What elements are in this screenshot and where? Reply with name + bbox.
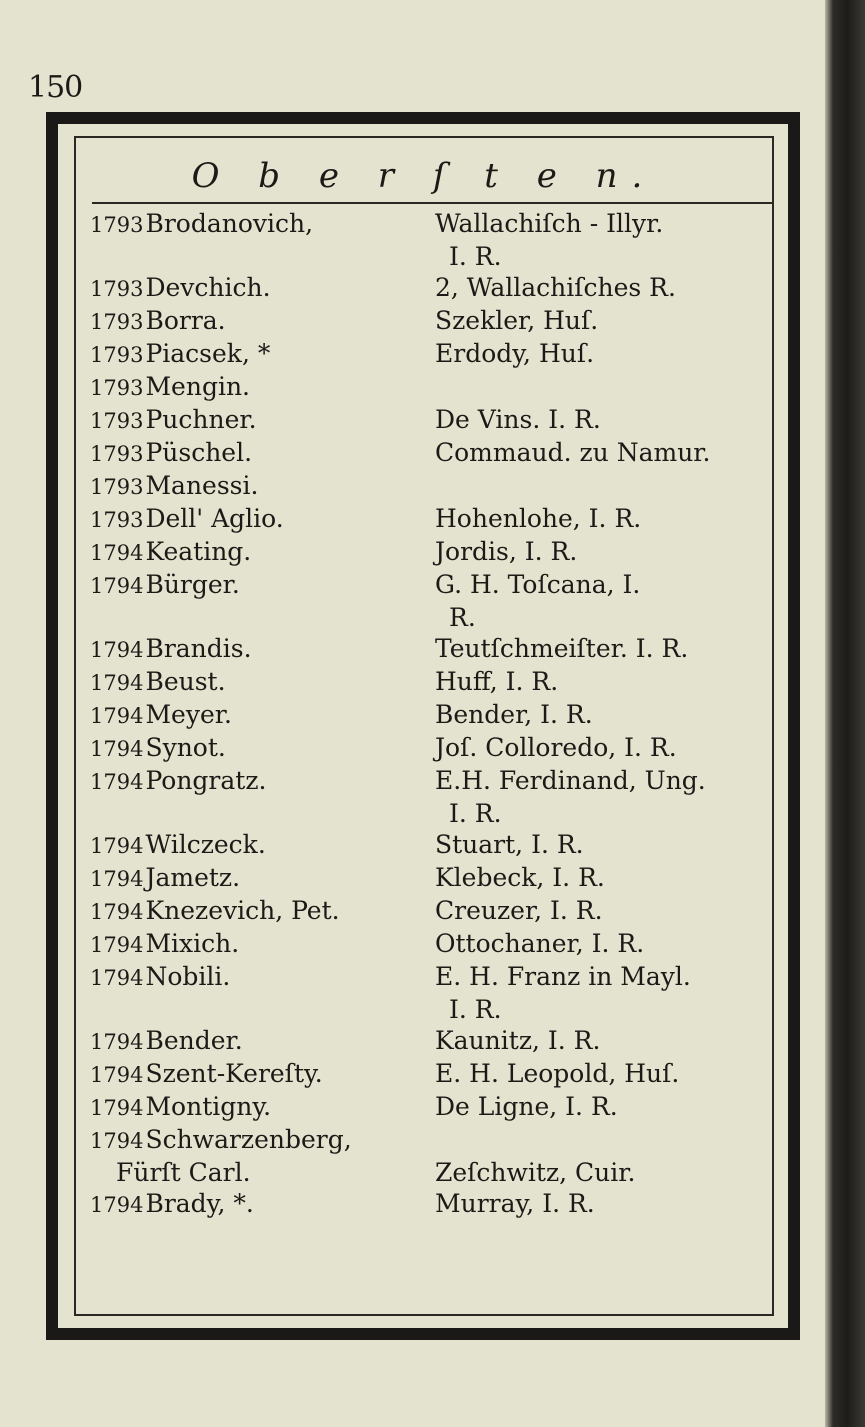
entry-year: 1794 [90, 867, 144, 891]
entry-year: 1794 [90, 671, 144, 695]
entry-regiment: Teutſchmeiſter. I. R. [435, 634, 689, 663]
page-number: 150 [28, 70, 83, 105]
entry-name: Wilczeck. [145, 830, 266, 859]
entry-regiment: Commaud. zu Namur. [435, 438, 711, 467]
entry-regiment: Jordis, I. R. [435, 537, 578, 566]
entry-year: 1794 [90, 704, 144, 728]
entry-regiment: Huff, I. R. [435, 667, 559, 696]
entry-regiment: G. H. Toſcana, I. [435, 570, 641, 599]
entry-regiment-continued: I. R. [449, 242, 502, 271]
list-item [90, 569, 764, 602]
list-item [90, 536, 764, 569]
entry-year: 1794 [90, 933, 144, 957]
entry-year: 1794 [90, 1096, 144, 1120]
entry-year: 1793 [90, 277, 144, 301]
list-item [90, 895, 764, 928]
list-item-continuation [90, 602, 764, 633]
entry-regiment: Hohenlohe, I. R. [435, 504, 642, 533]
entry-name: Schwarzenberg, [145, 1125, 352, 1154]
entry-name: Keating. [145, 537, 252, 566]
entry-name: Mengin. [145, 372, 250, 401]
entry-name: Meyer. [145, 700, 232, 729]
entry-year: 1793 [90, 213, 144, 237]
list-item [90, 272, 764, 305]
entry-regiment: Zeſchwitz, Cuir. [435, 1158, 636, 1187]
list-item-continuation [90, 241, 764, 272]
officer-list [90, 208, 764, 1221]
entry-name: Brodanovich, [145, 209, 314, 238]
entry-year: 1793 [90, 475, 144, 499]
list-item-continuation [90, 1157, 764, 1188]
entry-regiment: De Vins. I. R. [435, 405, 601, 434]
entry-name: Püschel. [145, 438, 253, 467]
entry-name: Manessi. [145, 471, 259, 500]
list-item [90, 961, 764, 994]
entry-regiment: Joſ. Colloredo, I. R. [435, 733, 677, 762]
entry-year: 1793 [90, 409, 144, 433]
inner-frame [74, 136, 774, 1316]
entry-year: 1793 [90, 376, 144, 400]
entry-regiment-continued: I. R. [449, 799, 502, 828]
entry-regiment: E.H. Ferdinand, Ung. [435, 766, 706, 795]
entry-year: 1794 [90, 737, 144, 761]
entry-name: Montigny. [145, 1092, 272, 1121]
entry-regiment: Murray, I. R. [435, 1189, 595, 1218]
entry-name: Borra. [145, 306, 226, 335]
entry-name: Piacsek, * [145, 339, 271, 368]
list-item [90, 928, 764, 961]
list-item [90, 1188, 764, 1221]
list-item-continuation [90, 798, 764, 829]
entry-name-continued: Fürſt Carl. [116, 1158, 251, 1187]
list-item [90, 633, 764, 666]
entry-year: 1794 [90, 541, 144, 565]
book-spine-shadow [825, 0, 865, 1427]
list-item [90, 371, 764, 404]
list-item [90, 305, 764, 338]
entry-year: 1794 [90, 1193, 144, 1217]
list-item [90, 1091, 764, 1124]
entry-regiment: Erdody, Huſ. [435, 339, 595, 368]
entry-name: Synot. [145, 733, 226, 762]
entry-year: 1794 [90, 574, 144, 598]
entry-year: 1794 [90, 1030, 144, 1054]
entry-name: Brady, *. [145, 1189, 254, 1218]
entry-regiment: Stuart, I. R. [435, 830, 584, 859]
entry-year: 1794 [90, 770, 144, 794]
list-item [90, 404, 764, 437]
entry-regiment: Wallachiſch - Illyr. [435, 209, 664, 238]
page-border-frame [46, 112, 800, 1340]
entry-name: Brandis. [145, 634, 252, 663]
entry-year: 1794 [90, 900, 144, 924]
entry-year: 1794 [90, 1129, 144, 1153]
entry-regiment: E. H. Leopold, Huſ. [435, 1059, 680, 1088]
entry-regiment: Szekler, Huſ. [435, 306, 599, 335]
list-item [90, 666, 764, 699]
entry-regiment: Kaunitz, I. R. [435, 1026, 601, 1055]
list-item [90, 503, 764, 536]
entry-year: 1793 [90, 343, 144, 367]
entry-name: Devchich. [145, 273, 271, 302]
entry-name: Mixich. [145, 929, 240, 958]
list-item-continuation [90, 994, 764, 1025]
entry-name: Pongratz. [145, 766, 267, 795]
entry-name: Nobili. [145, 962, 231, 991]
list-item [90, 862, 764, 895]
entry-year: 1794 [90, 1063, 144, 1087]
entry-year: 1793 [90, 508, 144, 532]
entry-regiment: Ottochaner, I. R. [435, 929, 645, 958]
entry-name: Bürger. [145, 570, 240, 599]
list-item [90, 1124, 764, 1157]
entry-name: Knezevich, Pet. [145, 896, 340, 925]
entry-regiment: 2, Wallachiſches R. [435, 273, 676, 302]
entry-regiment: De Ligne, I. R. [435, 1092, 618, 1121]
entry-year: 1794 [90, 834, 144, 858]
entry-name: Jametz. [145, 863, 241, 892]
list-item [90, 765, 764, 798]
entry-name: Szent-Kereſty. [145, 1059, 323, 1088]
entry-year: 1794 [90, 638, 144, 662]
entry-regiment: Klebeck, I. R. [435, 863, 605, 892]
entry-regiment: Creuzer, I. R. [435, 896, 603, 925]
entry-regiment: E. H. Franz in Mayl. [435, 962, 691, 991]
entry-year: 1793 [90, 310, 144, 334]
title-rule [92, 202, 772, 204]
entry-regiment-continued: R. [449, 603, 476, 632]
entry-regiment: Bender, I. R. [435, 700, 593, 729]
list-item [90, 338, 764, 371]
list-item [90, 829, 764, 862]
list-item [90, 699, 764, 732]
entry-year: 1793 [90, 442, 144, 466]
list-item [90, 732, 764, 765]
list-item [90, 1025, 764, 1058]
entry-year: 1794 [90, 966, 144, 990]
section-title: O b e r ſ t e n. [191, 156, 657, 196]
entry-name: Bender. [145, 1026, 243, 1055]
entry-name: Dell' Aglio. [145, 504, 284, 533]
entry-name: Beust. [145, 667, 226, 696]
entry-name: Puchner. [145, 405, 257, 434]
list-item [90, 208, 764, 241]
list-item [90, 1058, 764, 1091]
list-item [90, 437, 764, 470]
entry-regiment-continued: I. R. [449, 995, 502, 1024]
list-item [90, 470, 764, 503]
